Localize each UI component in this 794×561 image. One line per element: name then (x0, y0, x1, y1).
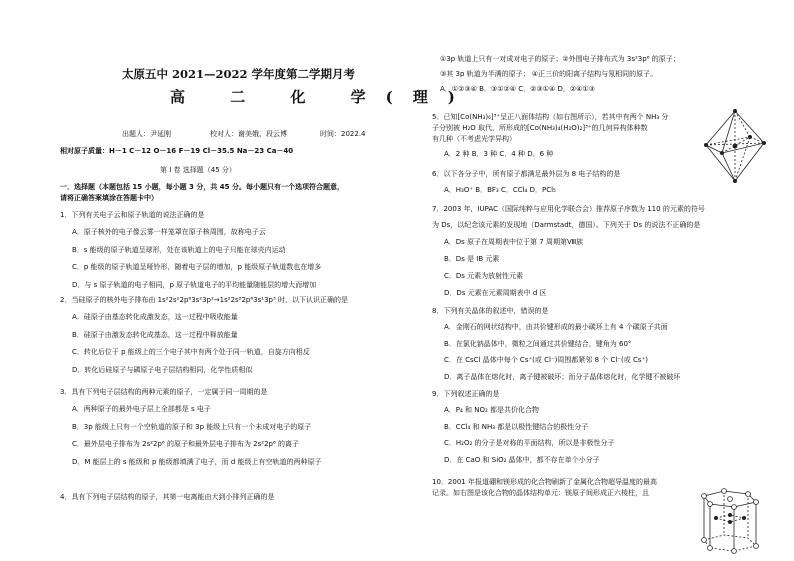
crystal-structure-figure (690, 488, 766, 558)
answer-option: A．原子核外的电子像云雾一样笼罩在原子核周围，故称电子云 (72, 228, 266, 236)
atomic-masses: 相对原子质量：H－1 C－12 O－16 F－19 Cl－35.5 Na－23 Ca－40 (60, 147, 294, 155)
answer-option: A．①②③④ B．③①②④ C．②③①④ D．②④①③ (440, 85, 595, 93)
answer-option: C．H₂O₂ 的分子是对称的平面结构，所以是非极性分子 (444, 439, 615, 447)
answer-option: A．Ds 原子在周期表中位于第 7 周期第Ⅷ族 (444, 238, 584, 246)
answer-option: B．硅原子由激发态转化成基态，这一过程中释放能量 (72, 330, 238, 339)
question-stem: 9．下列叙述正确的是 (432, 390, 500, 398)
answer-option: D．转化后硅原子与磷原子电子层结构相同，化学性质相似 (72, 365, 253, 374)
answer-option: D．离子晶体在熔化时，离子键被破坏；而分子晶体熔化时，化学键不被破坏 (444, 372, 681, 381)
exam-title: 太原五中 2021—2022 学年度第二学期月考 (122, 67, 356, 81)
question-stem: 4．具有下列电子层结构的原子，其第一电离能由大到小排列正确的是 (60, 493, 275, 501)
answer-option: B．CCl₄ 和 NH₃ 都是以极性键结合的极性分子 (444, 422, 589, 431)
answer-option: C．在 CsCl 晶体中每个 Cs⁺(或 Cl⁻)周围都紧邻 8 个 Cl⁻(或 Cs⁺) (444, 356, 648, 364)
answer-option: D．与 s 原子轨道的电子相同，p 原子轨道电子的平均能量随能层的增大而增加 (72, 280, 317, 289)
question-stem-continued: 子分别被 H₂O 取代，所形成的[Co(NH₃)₄(H₂O)₂]³⁺的几何异构体种数 (432, 124, 648, 132)
question-stem-continued: ①3p 轨道上只有一对成对电子的原子；②外围电子排布式为 3s²3p⁶ 的原子； (440, 55, 680, 63)
answer-option: D．在 CaO 和 SiO₂ 晶体中，都不存在单个小分子 (444, 455, 600, 464)
answer-option: A．2 种 B．3 种 C．4 种 D．6 种 (444, 150, 554, 158)
answer-option: C．最外层电子排布为 2s²2p⁶ 的原子和最外层电子排布为 2s²2p⁶ 的离子 (72, 440, 300, 448)
answer-option: B．在氯化钠晶体中，微粒之间通过共价键结合，键角为 60° (444, 339, 632, 348)
question-stem: 6．以下各分子中，所有原子都满足最外层为 8 电子结构的是 (432, 170, 621, 178)
answer-option: D．M 能层上的 s 能级和 p 能级都填满了电子，而 d 能级上有空轨道的两种原子 (72, 457, 322, 466)
answer-option: B．Ds 是 IB 元素 (444, 255, 500, 263)
question-stem-continued: ③其 3p 轨道为半满的原子； ④正三价的阳离子结构与氖相同的原子。 (440, 70, 658, 78)
question-stem-continued: 为 Ds，以纪念该元素的发现地（Darmstadt，德国）。下列关于 Ds 的说法不正确的是 (432, 221, 701, 229)
question-stem: 10．2001 年报道硼和镁形成的化合物刷新了金属化合物超导温度的最高 (432, 478, 657, 486)
octahedron-figure (700, 107, 770, 185)
instruction-line: 请将正确答案填涂在答题卡中） (60, 194, 158, 202)
question-stem: 5．已知[Co(NH₃)₆]³⁺呈正八面体结构（如右图所示），若其中有两个 NH₃ 分 (432, 113, 669, 121)
answer-option: A．金刚石的网状结构中，由共价键形成的最小碳环上有 4 个碳原子共面 (444, 323, 668, 331)
answer-option: A．H₃O⁺ B．BF₃ C．CCl₄ D．PCl₅ (444, 186, 556, 194)
answer-option: C．p 能级的原子轨道呈哑铃形，随着电子层的增加，p 能级原子轨道数也在增多 (72, 263, 322, 271)
answer-option: A．两种原子的最外电子层上全部都是 s 电子 (72, 405, 211, 413)
question-stem-continued: 有几种（不考虑光学异构） (432, 135, 516, 143)
answer-option: A．P₄ 和 NO₂ 都是共价化合物 (444, 406, 540, 414)
answer-option: C．Ds 元素为放射性元素 (444, 272, 524, 280)
question-stem: 2．当硅原子的核外电子排布由 1s²2s²2p⁶3s²3p²→1s²2s²2p⁶3s¹3p³ 时，以下认识正确的是 (60, 296, 349, 304)
question-stem: 1．下列有关电子云和原子轨道的说法正确的是 (60, 211, 205, 219)
exam-time: 时间：2022.4 (320, 130, 366, 138)
question-stem: 8．下列有关晶体的叙述中，错误的是 (432, 307, 549, 315)
answer-option: C．转化后位于 p 能级上的三个电子其中有两个处于同一轨道，自旋方向相反 (72, 348, 310, 356)
part1-heading: 第 I 卷 选择题（45 分） (160, 166, 236, 174)
answer-option: B．s 能级的原子轨道呈球形，处在该轨道上的电子只能在球壳内运动 (72, 245, 286, 254)
answer-option: B．3p 能级上只有一个空轨道的原子和 3p 能级上只有一个未成对电子的原子 (72, 422, 312, 431)
question-stem: 3．具有下列电子层结构的两种元素的原子，一定属于同一周期的是 (60, 388, 268, 396)
answer-option: D．Ds 元素在元素周期表中 d 区 (444, 289, 547, 297)
answer-option: A．硅原子由基态转化成激发态，这一过程中吸收能量 (72, 313, 238, 321)
exam-subject: 高 二 化 学(理) (170, 88, 475, 106)
checkers: 校对人：谢美娥、段云博 (210, 130, 287, 138)
question-stem: 7．2003 年，IUPAC（国际纯粹与应用化学联合会）推荐原子序数为 110 的元素的符号 (432, 205, 705, 213)
setter: 出题人：尹延刚 (122, 130, 171, 138)
instruction-line: 一．选择题（本题包括 15 小题，每小题 3 分，共 45 分。每小题只有一个选项符合题意， (60, 183, 344, 191)
question-stem-continued: 记录。如右图是该化合物的晶体结构单元：镁原子间形成正六棱柱，且 (432, 489, 649, 497)
